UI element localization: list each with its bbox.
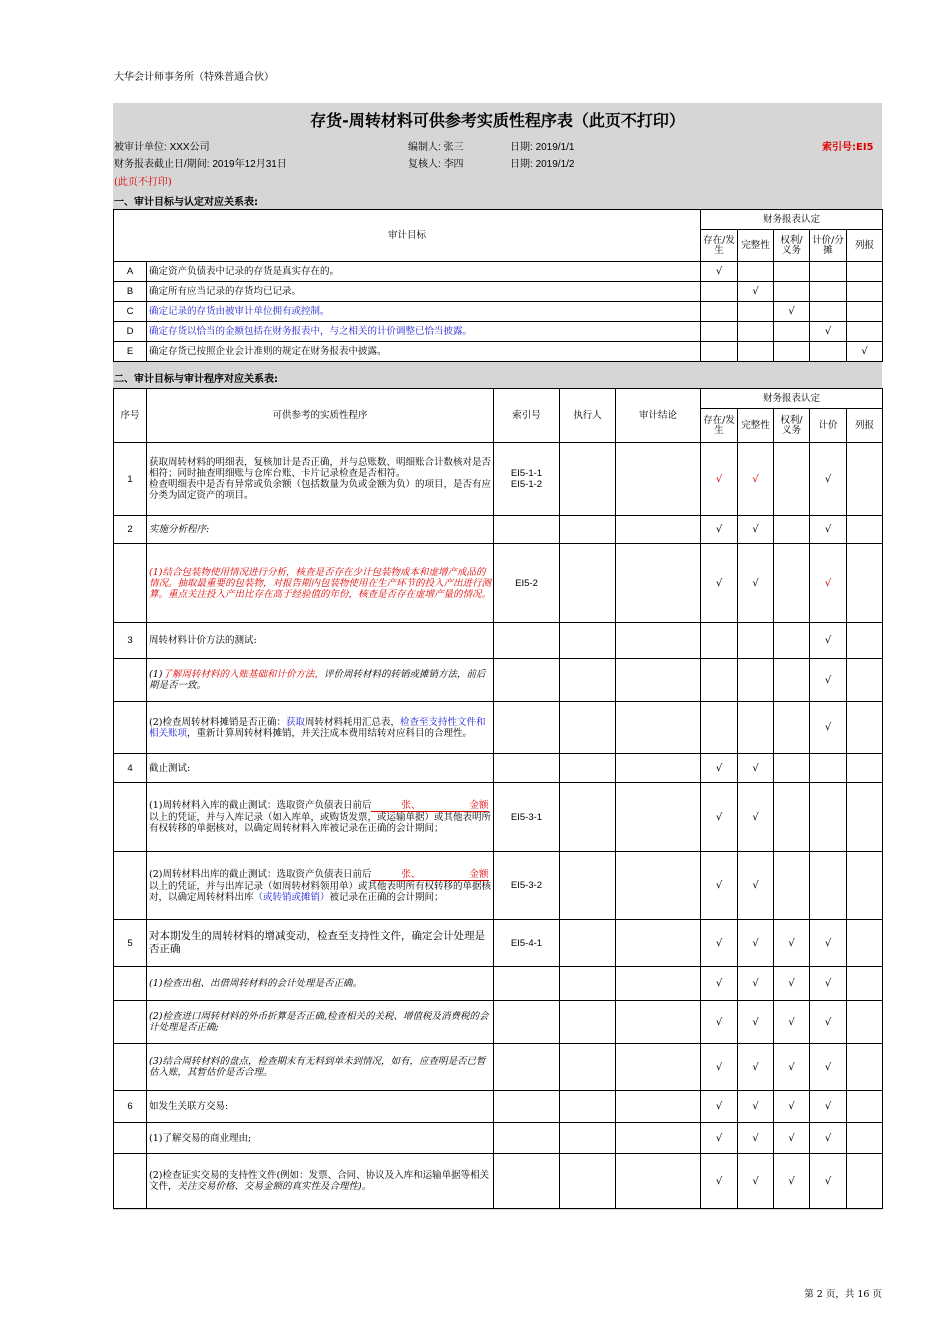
- assertion-header: 权利/义务: [774, 409, 810, 443]
- table-row: A 确定资产负债表中记录的存货是真实存在的。 √: [114, 262, 883, 282]
- page-footer: 第 2 页，共 16 页: [804, 1289, 882, 1300]
- assertion-header: 计价/分摊: [810, 230, 847, 262]
- procedure-header: 可供参考的实质性程序: [147, 389, 494, 443]
- executor-header: 执行人: [560, 389, 616, 443]
- table-row: (2)检查进口周转材料的外币折算是否正确,检查相关的关税、增值税及消费税的会计处理是否正确; √ √ √ √: [114, 1001, 883, 1044]
- table-row: B 确定所有应当记录的存货均已记录。 √: [114, 282, 883, 302]
- assertion-header: 存在/发生: [701, 230, 738, 262]
- table-row: (3)结合周转材料的盘点，检查期末有无料到单未到情况，如有，应查明是否已暂估入账，其暂估价是否合理。 √ √ √ √: [114, 1044, 883, 1091]
- table-row: D 确定存货以恰当的金额包括在财务报表中，与之相关的计价调整已恰当披露。 √: [114, 322, 883, 342]
- index-number: 索引号:EI5: [822, 142, 874, 153]
- table-row: 6 如发生关联方交易: √ √ √ √: [114, 1091, 883, 1123]
- assertion-header: 完整性: [738, 409, 774, 443]
- table-row: (1)了解周转材料的入账基础和计价方法，评价周转材料的转销或摊销方法，前后期是否一致。 √: [114, 659, 883, 702]
- table-row: (1)了解交易的商业理由; √ √ √ √: [114, 1123, 883, 1154]
- index-header: 索引号: [494, 389, 560, 443]
- section2-heading: 二、审计目标与审计程序对应关系表:: [114, 374, 278, 385]
- table-row: 4 截止测试: √ √: [114, 754, 883, 783]
- table-row: (1)检查出租、出借周转材料的会计处理是否正确。 √ √ √ √: [114, 967, 883, 1001]
- table-row: 2 实施分析程序: √ √ √: [114, 516, 883, 544]
- assertion-group-header: 财务报表认定: [701, 210, 883, 230]
- page-title: 存货-周转材料可供参考实质性程序表（此页不打印）: [310, 111, 685, 130]
- section1-heading: 一、审计目标与认定对应关系表:: [114, 197, 258, 208]
- objective-header: 审计目标: [114, 210, 701, 262]
- period-row: 财务报表截止日/期间: 2019年12月31日: [114, 159, 287, 170]
- table-row: (2)周转材料出库的截止测试：选取资产负债表日前后 张、 金额以上的凭证，并与出库记录（如周转材料领用单）或其他表明所有权转移的单据核对，以确定周转材料出库（或转销或摊销）被记录在正确的会计期间； EI5-3-2 √ √: [114, 852, 883, 920]
- conclusion-header: 审计结论: [616, 389, 701, 443]
- table-row: (1)结合包装物使用情况进行分析，核查是否存在少计包装物成本和虚增产成品的情况。抽取最重要的包装物，对报告期内包装物使用在生产环节的投入产出进行测算。重点关注投入产出比存在高于经验值的年份，核查是否存在虚增产量的情况。 EI5-2 √ √ √: [114, 544, 883, 623]
- date-prepared: 日期: 2019/1/1: [510, 142, 575, 153]
- no-print-note: (此页不打印): [114, 177, 172, 188]
- assertion-header: 权利/义务: [774, 230, 810, 262]
- entity-row: 被审计单位: XXX公司: [114, 142, 210, 153]
- assertion-header: 列报: [847, 230, 883, 262]
- table-row: 3 周转材料计价方法的测试: √: [114, 623, 883, 659]
- assertion-header: 列报: [847, 409, 883, 443]
- firm-name: 大华会计师事务所（特殊普通合伙）: [114, 72, 274, 83]
- objective-assertion-table: [113, 209, 883, 362]
- reviewer: 复核人: 李四: [408, 159, 464, 170]
- table-row: (1)周转材料入库的截止测试：选取资产负债表日前后 张、 金额以上的凭证，并与入库记录（如入库单，或购货发票，或运输单据）或其他表明所有权转移的单据核对，以确定周转材料入库被记录在正确的会计期间； EI5-3-1 √ √: [114, 783, 883, 852]
- assertion-group-header: 财务报表认定: [701, 389, 883, 409]
- no-header: 序号: [114, 389, 147, 443]
- table-row: 1 获取周转材料的明细表，复核加计是否正确，并与总账数、明细账合计数核对是否相符；同时抽查明细账与仓库台账、卡片记录检查是否相符。 检查明细表中是否有异常或负余额（包括数量为负或金额为负）的项目，是否有应分类为固定资产的项目。 EI5-1-1 EI5-1-2 √ √ √: [114, 443, 883, 516]
- table-row: 5 对本期发生的周转材料的增减变动，检查至支持性文件，确定会计处理是否正确 EI5-4-1 √ √ √ √: [114, 920, 883, 967]
- table-row: (2)检查证实交易的支持性文件(例如：发票、合同、协议及入库和运输单据等相关文件，关注交易价格、交易金额的真实性及合理性)。 √ √ √ √: [114, 1154, 883, 1209]
- assertion-header: 完整性: [738, 230, 774, 262]
- procedure-table: [113, 388, 883, 1209]
- assertion-header: 计价: [810, 409, 847, 443]
- assertion-header: 存在/发生: [701, 409, 738, 443]
- table-row: C 确定记录的存货由被审计单位拥有或控制。 √: [114, 302, 883, 322]
- table-row: E 确定存货已按照企业会计准则的规定在财务报表中披露。 √: [114, 342, 883, 362]
- table-row: (2)检查周转材料摊销是否正确：获取周转材料耗用汇总表，检查至支持性文件和相关账项，重新计算周转材料摊销，并关注成本费用结转对应科目的合理性。 √: [114, 702, 883, 754]
- preparer: 编制人: 张三: [408, 142, 464, 153]
- date-reviewed: 日期: 2019/1/2: [510, 159, 575, 170]
